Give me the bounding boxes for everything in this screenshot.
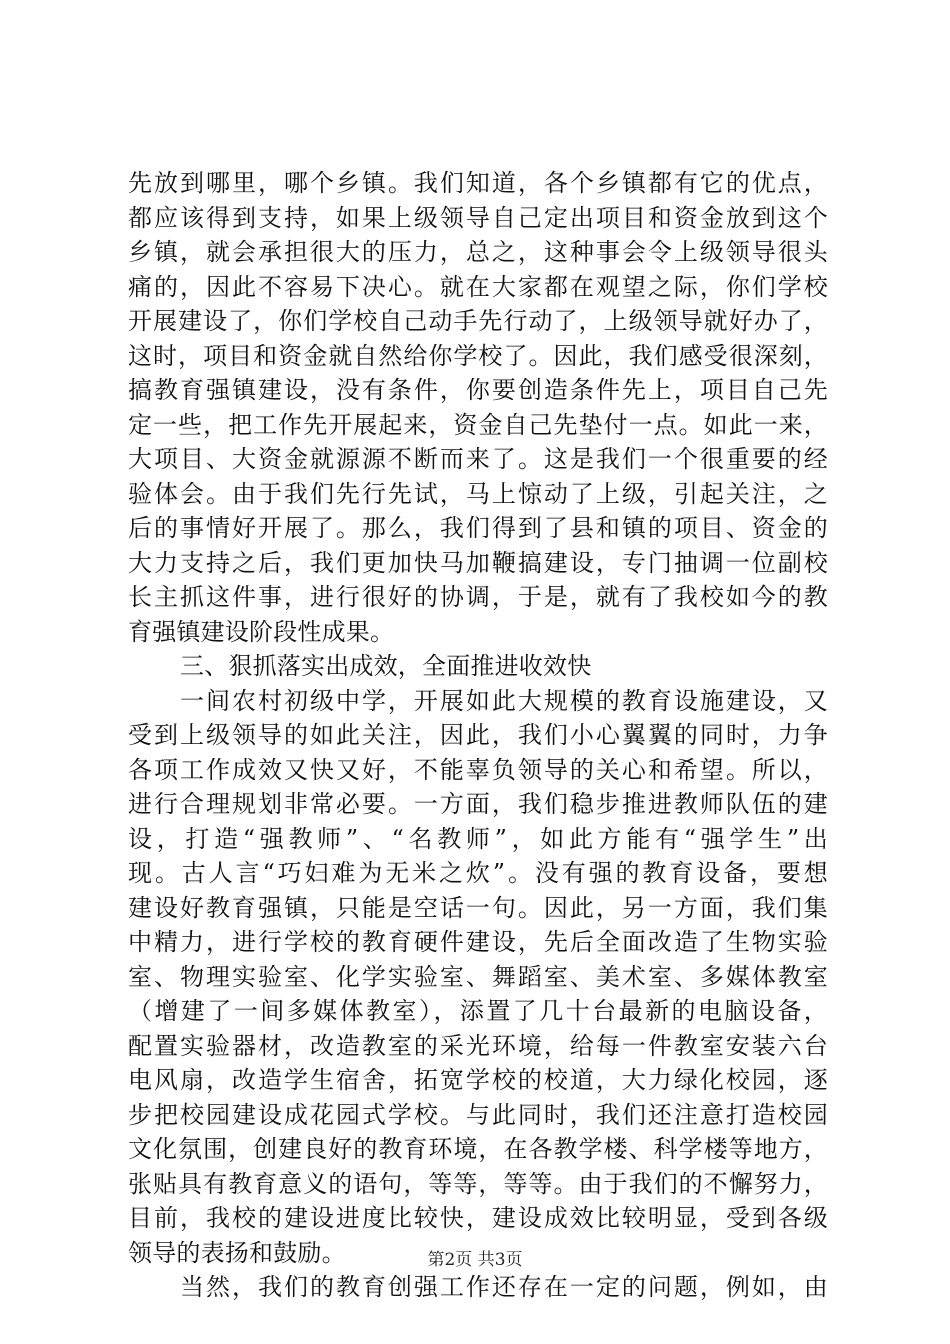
text-line: 大项目、大资金就源源不断而来了。这是我们一个很重要的经 (128, 445, 828, 473)
page-footer: 第2页 共3页 (427, 1250, 523, 1270)
text-line: 中精力，进行学校的教育硬件建设，先后全面改造了生物实验 (128, 928, 828, 956)
text-line: 搞教育强镇建设，没有条件，你要创造条件先上，项目自己先 (128, 376, 828, 404)
text-line: 进行合理规划非常必要。一方面，我们稳步推进教师队伍的建 (128, 790, 828, 818)
body-text (128, 166, 828, 1305)
text-line: 领导的表扬和鼓励。 (128, 1238, 346, 1267)
text-line: （增建了一间多媒体教室），添置了几十台最新的电脑设备， (128, 997, 828, 1025)
paragraph-first-line: 一间农村初级中学，开展如此大规模的教育设施建设，又 (180, 686, 828, 715)
text-line: 开展建设了，你们学校自己动手先行动了，上级领导就好办了， (128, 307, 828, 335)
text-line: 建设好教育强镇，只能是空话一句。因此，另一方面，我们集 (128, 893, 828, 922)
text-line: 配置实验器材，改造教室的采光环境，给每一件教室安装六台 (128, 1031, 828, 1060)
text-line: 这时，项目和资金就自然给你学校了。因此，我们感受很深刻， (128, 341, 828, 370)
text-line: 痛的，因此不容易下决心。就在大家都在观望之际，你们学校 (128, 272, 828, 301)
section-heading: 三、狠抓落实出成效，全面推进收效快 (180, 652, 592, 680)
text-line: 步把校园建设成花园式学校。与此同时，我们还注意打造校园 (128, 1100, 828, 1129)
text-line: 目前，我校的建设进度比较快，建设成效比较明显，受到各级 (128, 1204, 828, 1232)
text-line: 长主抓这件事，进行很好的协调，于是，就有了我校如今的教 (128, 583, 828, 611)
text-line: 受到上级领导的如此关注，因此，我们小心翼翼的同时，力争 (128, 721, 828, 749)
text-line: 大力支持之后，我们更加快马加鞭搞建设，专门抽调一位副校 (128, 548, 828, 577)
text-line: 现。古人言“巧妇难为无米之炊”。没有强的教育设备，要想 (128, 859, 828, 887)
text-line: 设，打造“强教师”、“名教师”，如此方能有“强学生”出 (128, 824, 828, 853)
text-line: 乡镇，就会承担很大的压力，总之，这种事会令上级领导很头 (128, 238, 828, 266)
paragraph-first-line: 当然，我们的教育创强工作还存在一定的问题，例如，由 (180, 1273, 828, 1301)
text-line: 定一些，把工作先开展起来，资金自己先垫付一点。如此一来， (128, 410, 828, 439)
text-line: 文化氛围，创建良好的教育环境，在各教学楼、科学楼等地方， (128, 1135, 828, 1163)
text-line: 验体会。由于我们先行先试，马上惊动了上级，引起关注，之 (128, 479, 828, 508)
text-line: 先放到哪里，哪个乡镇。我们知道，各个乡镇都有它的优点， (128, 169, 828, 197)
text-line: 育强镇建设阶段性成果。 (128, 617, 395, 646)
text-line: 电风扇，改造学生宿舍，拓宽学校的校道，大力绿化校园，逐 (128, 1066, 828, 1094)
text-line: 室、物理实验室、化学实验室、舞蹈室、美术室、多媒体教室 (128, 962, 828, 991)
text-line: 后的事情好开展了。那么，我们得到了县和镇的项目、资金的 (128, 514, 828, 542)
text-line: 都应该得到支持，如果上级领导自己定出项目和资金放到这个 (128, 203, 828, 232)
text-line: 张贴具有教育意义的语句，等等，等等。由于我们的不懈努力， (128, 1169, 828, 1198)
text-line: 各项工作成效又快又好，不能辜负领导的关心和希望。所以， (128, 755, 828, 784)
